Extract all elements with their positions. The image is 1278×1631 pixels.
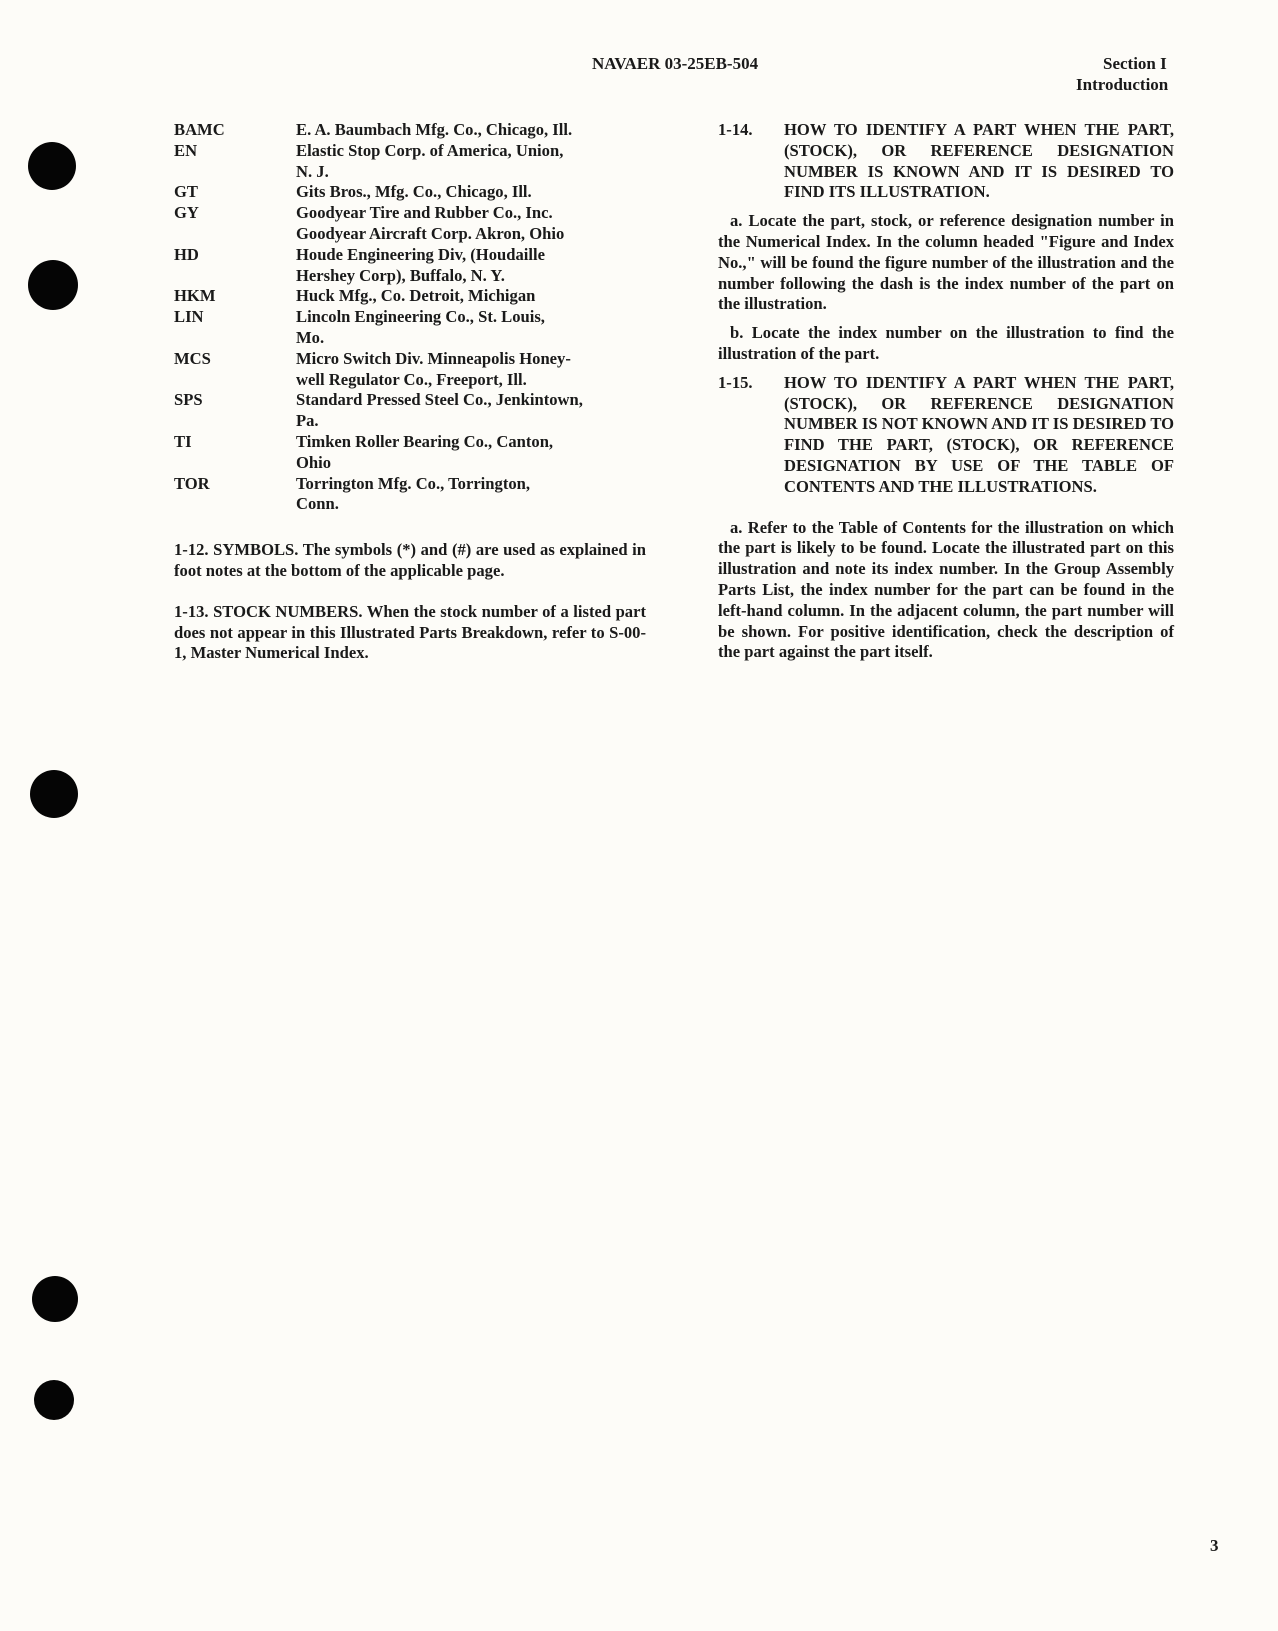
section-1-13: 1-13. STOCK NUMBERS. When the stock number of a listed part does not appear in this Illustrated Parts Breakdown, refer to S-00-1, Master Numerical Index. <box>174 601 646 663</box>
punch-hole <box>28 260 78 310</box>
section-title: HOW TO IDENTIFY A PART WHEN THE PART, (STOCK), OR REFERENCE DESIGNATION NUMBER IS NOT KNOWN AND IT IS DESIRED TO FIND THE PART, (STOCK), OR REFERENCE DESIGNATION BY USE OF THE TABLE OF CONTENTS AND THE ILLUSTRATIONS. <box>784 372 1174 496</box>
manufacturer-row <box>174 141 646 183</box>
manufacturer-row <box>174 120 646 141</box>
manufacturer-name <box>296 245 646 287</box>
manufacturer-code: LIN <box>174 307 204 327</box>
manufacturer-name <box>296 182 646 203</box>
manufacturer-code: HKM <box>174 286 216 306</box>
left-column <box>174 120 646 684</box>
right-column <box>718 120 1174 663</box>
manufacturer-line: Lincoln Engineering Co., St. Louis, <box>296 307 545 327</box>
manufacturer-row <box>174 390 646 432</box>
manufacturer-name <box>296 286 646 307</box>
manufacturer-line: Torrington Mfg. Co., Torrington, <box>296 473 531 493</box>
punch-hole <box>30 770 78 818</box>
manufacturer-name <box>296 349 646 391</box>
manufacturer-name <box>296 432 646 474</box>
manufacturer-line: Ohio <box>296 452 332 472</box>
manufacturer-code: EN <box>174 140 198 160</box>
manufacturer-code: MCS <box>174 348 211 368</box>
manufacturer-table <box>174 120 646 515</box>
section-1-14-a: a. Locate the part, stock, or reference designation number in the Numerical Index. In the column headed "Figure and Index No.," will be found the figure number of the illustration and the number following the dash is the index number of the part on the illustration. <box>718 211 1174 314</box>
page-number: 3 <box>1210 1536 1219 1555</box>
manufacturer-name <box>296 203 646 245</box>
document-number: NAVAER 03-25EB-504 <box>592 54 759 73</box>
manufacturer-name <box>296 307 646 349</box>
manufacturer-code: BAMC <box>174 120 225 139</box>
punch-hole <box>28 142 76 190</box>
manufacturer-line: Timken Roller Bearing Co., Canton, <box>296 431 554 451</box>
manufacturer-row <box>174 245 646 287</box>
manufacturer-row <box>174 432 646 474</box>
manufacturer-code: GY <box>174 203 199 223</box>
manufacturer-name <box>296 141 646 183</box>
manufacturer-code: HD <box>174 244 199 264</box>
manufacturer-line: Pa. <box>296 411 319 431</box>
manufacturer-line: Gits Bros., Mfg. Co., Chicago, Ill. <box>296 182 532 202</box>
section-1-15-a: a. Refer to the Table of Contents for the illustration on which the part is likely to be found. Locate the illustrated part on this illustration and note its index number. In the Group Assembly Parts List, the index number for the part can be found in the left-hand column. In the adjacent column, the part number will be shown. For positive identification, check the description of the part against the part itself. <box>718 517 1174 662</box>
manufacturer-line: E. A. Baumbach Mfg. Co., Chicago, Ill. <box>296 120 573 139</box>
manufacturer-name <box>296 390 646 432</box>
manufacturer-line: Elastic Stop Corp. of America, Union, <box>296 140 564 160</box>
section-1-14-b: b. Locate the index number on the illustration to find the illustration of the part. <box>718 323 1174 363</box>
section-title: HOW TO IDENTIFY A PART WHEN THE PART, (STOCK), OR REFERENCE DESIGNATION NUMBER IS KNOWN AND IT IS DESIRED TO FIND ITS ILLUSTRATION. <box>784 120 1174 202</box>
manufacturer-row <box>174 203 646 245</box>
manufacturer-line: Conn. <box>296 494 339 514</box>
manufacturer-line: Huck Mfg., Co. Detroit, Michigan <box>296 286 536 306</box>
section-number: 1-15. <box>718 372 753 392</box>
section-title: Introduction <box>1076 75 1169 94</box>
manufacturer-line: N. J. <box>296 161 329 181</box>
manufacturer-row <box>174 349 646 391</box>
section-1-12: 1-12. SYMBOLS. The symbols (*) and (#) are used as explained in foot notes at the bottom of the applicable page. <box>174 540 646 580</box>
manufacturer-code: SPS <box>174 390 203 410</box>
manufacturer-line: Standard Pressed Steel Co., Jenkintown, <box>296 390 583 410</box>
manufacturer-code: TOR <box>174 473 210 493</box>
manufacturer-name <box>296 120 646 141</box>
manufacturer-line: Goodyear Aircraft Corp. Akron, Ohio <box>296 223 565 243</box>
section-label: Section I <box>1103 54 1167 73</box>
section-number: 1-14. <box>718 120 753 139</box>
manufacturer-line: Mo. <box>296 327 325 347</box>
section-1-15-heading <box>718 373 1174 498</box>
section-1-14-heading <box>718 120 1174 203</box>
manufacturer-code: TI <box>174 431 192 451</box>
manufacturer-name <box>296 474 646 516</box>
manufacturer-row <box>174 307 646 349</box>
punch-hole <box>34 1380 74 1420</box>
manufacturer-row <box>174 474 646 516</box>
punch-hole <box>32 1276 78 1322</box>
manufacturer-line: Houde Engineering Div, (Houdaille <box>296 244 545 264</box>
manufacturer-line: Hershey Corp), Buffalo, N. Y. <box>296 265 505 285</box>
manufacturer-code: GT <box>174 182 198 202</box>
manufacturer-line: well Regulator Co., Freeport, Ill. <box>296 369 527 389</box>
manufacturer-line: Micro Switch Div. Minneapolis Honey- <box>296 348 571 368</box>
manufacturer-line: Goodyear Tire and Rubber Co., Inc. <box>296 203 553 223</box>
manufacturer-row <box>174 182 646 203</box>
manufacturer-row <box>174 286 646 307</box>
